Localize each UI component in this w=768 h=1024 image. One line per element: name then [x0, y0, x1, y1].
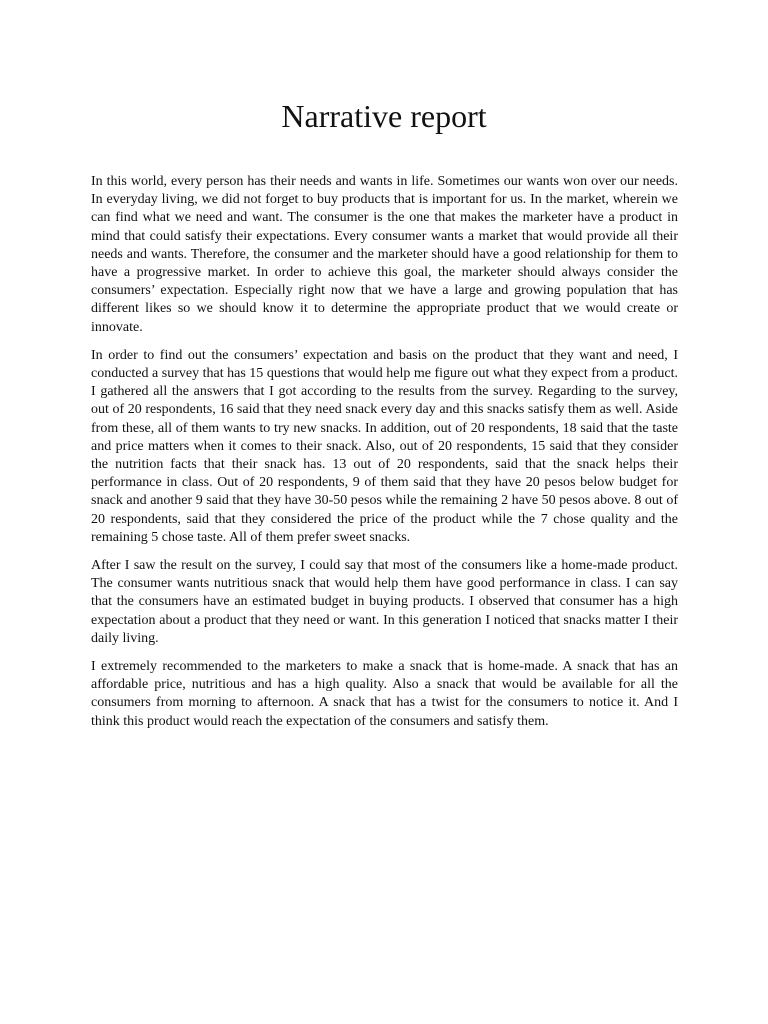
document-body [91, 173, 678, 741]
paragraph-intro: In this world, every person has their needs and wants in life. Sometimes our wants won over our needs. In everyday living, we did not forget to buy products that is important for us. In the market, wherein we can find what we need and want. The consumer is the one that makes the marketer have a product in mind that could satisfy their expectations. Every consumer wants a market that would provide all their needs and wants. Therefore, the consumer and the marketer should have a good relationship for them to have a progressive market. In order to achieve this goal, the marketer should always consider the consumers’ expectation. Especially right now that we have a large and growing population that has different likes so we should know it to determine the appropriate product that we would create or innovate. [91, 174, 678, 335]
paragraph-observation: After I saw the result on the survey, I could say that most of the consumers like a home-made product. The consumer wants nutritious snack that would help them have good performance in class. I can say that the consumers have an estimated budget in buying products. I observed that consumer has a high expectation about a product that they need or want. In this generation I noticed that snacks matter I their daily living. [91, 558, 678, 646]
paragraph-survey: In order to find out the consumers’ expectation and basis on the product that they want and need, I conducted a survey that has 15 questions that would help me figure out what they expect from a product. I gathered all the answers that I got according to the results from the survey. Regarding to the survey, out of 20 respondents, 16 said that they need snack every day and this snacks satisfy them as well. Aside from these, all of them wants to try new snacks. In addition, out of 20 respondents, 18 said that the taste and price matters when it comes to their snack. Also, out of 20 respondents, 15 said that they consider the nutrition facts that their snack has. 13 out of 20 respondents, said that the snack helps their performance in class. Out of 20 respondents, 9 of them said that they have 20 pesos below budget for snack and another 9 said that they have 30-50 pesos while the remaining 2 have 50 pesos above. 8 out of 20 respondents, said that they considered the price of the product while the 7 chose quality and the remaining 5 chose taste. All of them prefer sweet snacks. [91, 347, 678, 545]
paragraph-recommendation: I extremely recommended to the marketers to make a snack that is home-made. A snack that has an affordable price, nutritious and has a high quality. Also a snack that would be available for all the consumers from morning to afternoon. A snack that has a twist for the consumers to notice it. And I think this product would reach the expectation of the consumers and satisfy them. [91, 659, 678, 729]
page-title: Narrative report [281, 98, 487, 134]
